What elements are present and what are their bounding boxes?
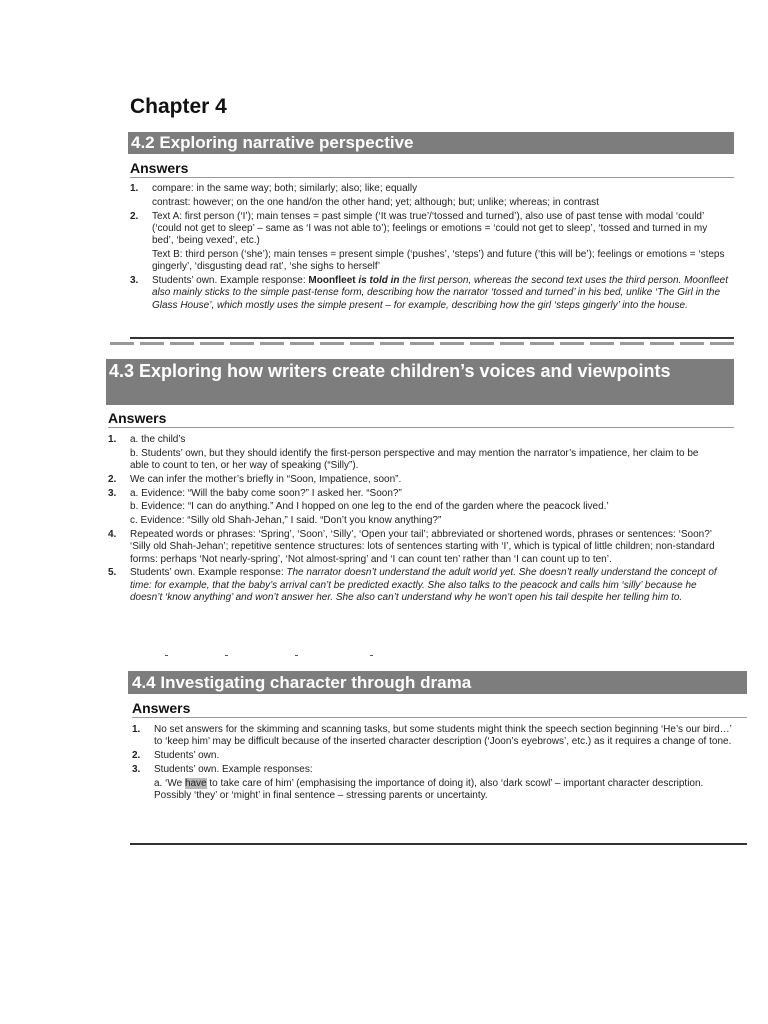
answer-text: a. ‘We [154,777,185,789]
list-item [132,750,737,762]
answer-text: b. Students’ own, but they should identify the first-person perspective and may mention the narrator’s impatience, her claim to be able to count to ten, or her way of speaking (“Silly”). [130,447,699,472]
item-number: 1. [130,183,139,194]
list-item [108,529,720,566]
answer-text: a. the child’s [130,434,186,445]
list-item [130,275,728,312]
answer-text: Students’ own. Example response: [152,275,309,287]
answer-text: to take care of him’ (emphasising the importance of doing it), also ‘dark scowl’ – important character description. Possibly ‘they’ or ‘might’ in final sentence – stressing parents or uncertainty. [154,777,704,801]
emphasis-text: is told in [355,275,400,287]
item-number: 3. [132,763,141,775]
answer-text: Repeated words or phrases: ‘Spring’, ‘Soon’, ‘Silly’, ‘Open your tail’; abbreviated or shortened words, phrases or sentences: ‘Soon?’ ‘Silly old Shah-Jehan’; repetitive sentence structures: lots of sentences starting with ‘I’, which is typical of little children; non-standard forms: perhaps ‘Not nearly-spring’, ‘Not almost-spring’ and ‘I can count ten’ rather than ‘I can count up to ten’. [130,529,715,565]
item-number: 5. [108,567,117,579]
item-number: 2. [108,473,117,485]
section-4-4-answers-heading: Answers [132,700,747,718]
list-item [132,764,737,802]
list-item [130,183,728,209]
highlighted-word: have [184,777,207,789]
list-item [132,724,737,749]
answer-text [152,275,728,312]
answer-text: Text B: third person (‘she’); main tenses = present simple (‘pushes’, ‘steps’) and future (‘this will be’); feelings or emotions = ‘steps gingerly’, ‘disgusting dead rat’, ‘she sighs to herself’ [152,248,725,273]
answer-text: Students’ own. Example responses: [154,763,313,775]
answer-text: Text A: first person (‘I’); main tenses = past simple (‘It was true’/‘tossed and turned’), also use of past tense with modal ‘could’ (‘could not get to sleep’ – same as ‘I was not able to’); feelings or emotions = ‘could not get to sleep’, ‘tossed and turned in my bed’, ‘being vexed’, etc.) [152,210,708,247]
answer-text: contrast: however; on the one hand/on the other hand; yet; although; but; unlike; whereas; in contrast [152,196,599,208]
section-4-4-header [128,671,747,694]
answer-text [130,567,720,604]
item-number: 1. [108,434,117,445]
list-item [108,567,720,604]
answer-text: The narrator doesn’t understand the adult world yet. She doesn’t really understand the concept of time: for example, that the baby’s arrival can’t be predicted exactly. She also talks to the peacock and calls him ‘silly’ because he doesn’t ‘know anything’ and won’t answer her. She also can’t understand why he won’t open his tail despite her telling him to. [130,567,717,604]
section-4-3-title: 4.3 Exploring how writers create children’s voices and viewpoints [109,361,671,381]
list-item [108,488,720,528]
answer-text: Students’ own. [154,750,220,762]
item-number: 4. [108,529,117,541]
section-4-3-header [106,359,734,405]
item-number: 3. [108,487,117,499]
cut-off-text-marks [165,655,385,657]
section-4-2-answer-list [130,183,728,313]
chapter-title: Chapter 4 [130,95,227,118]
answer-text: compare: in the same way; both; similarly; also; like; equally [152,183,418,194]
section-4-4-title: 4.4 Investigating character through drama [132,673,472,692]
section-4-2-answers-heading: Answers [130,160,734,178]
item-number: 2. [132,750,141,762]
section-4-3-answers-heading: Answers [108,410,734,428]
section-4-2-title: 4.2 Exploring narrative perspective [131,133,414,152]
section-4-2-header [128,132,734,154]
answer-text: b. Evidence: “I can do anything.” And I hopped on one leg to the end of the garden where the peacock lived.’ [130,501,609,513]
answer-text: We can infer the mother’s briefly in “Soon, Impatience, soon”. [130,473,402,485]
section-divider [130,337,734,339]
answer-text: Students’ own. Example response: [130,567,287,579]
list-item [108,474,720,486]
answer-text: c. Evidence: “Silly old Shah-Jehan,” I said. “Don’t you know anything?” [130,515,442,527]
list-item [130,211,728,274]
answer-text: a. Evidence: “Will the baby come soon?” I asked her. “Soon?” [130,487,402,499]
item-number: 1. [132,724,141,735]
emphasis-text: Moonfleet [308,275,356,287]
section-4-4-answer-list [132,724,737,804]
page-bottom-rule [130,843,747,845]
item-number: 2. [130,210,139,222]
cut-off-text-line [110,342,734,345]
answer-text: the first person, whereas the second text uses the third person. Moonfleet also mainly sticks to the simple past-tense form, describing how the narrator ‘tossed and turned’ in his bed, unlike ‘The Girl in the Glass House’, which mostly uses the simple present – for example, describing how the girl ‘steps gingerly’ into the house. [152,275,729,311]
answer-text [154,778,737,803]
item-number: 3. [130,275,139,287]
answer-text: No set answers for the skimming and scanning tasks, but some students might think the speech section beginning ‘He’s our bird…’ to ‘keep him’ may be difficult because of the inserted character description (‘Joon’s eyebrows’, etc.) as it requires a change of tone. [154,724,732,748]
section-4-3-answer-list [108,434,720,606]
list-item [108,434,720,472]
